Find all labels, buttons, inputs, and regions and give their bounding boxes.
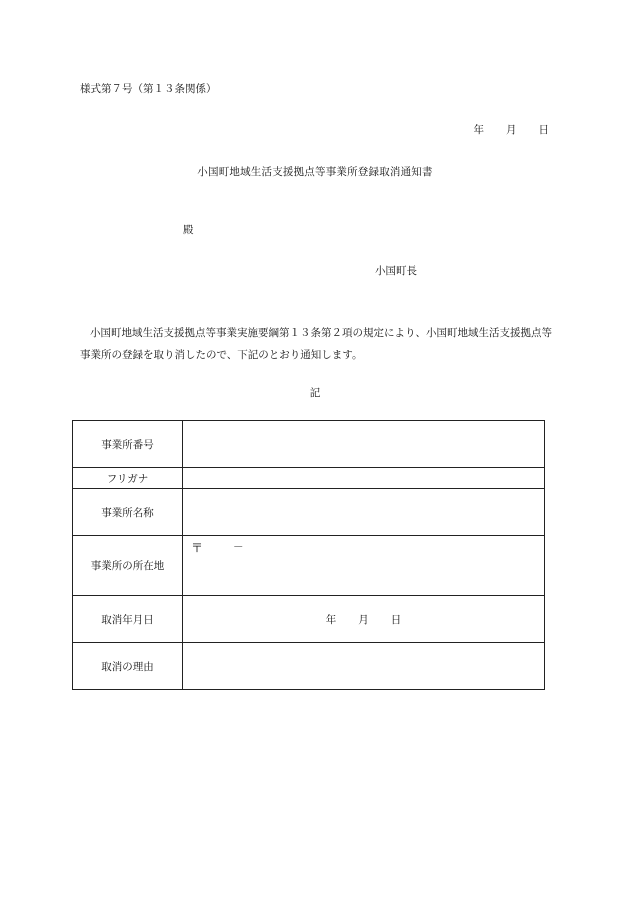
office-number-field[interactable]: [183, 421, 545, 468]
postal-code: [183, 536, 544, 556]
table-row-office-address: [73, 536, 545, 596]
office-address-field[interactable]: [183, 536, 545, 596]
table-row-furigana: [73, 468, 545, 489]
date-day: 日: [538, 124, 549, 136]
table-row-office-number: [73, 421, 545, 468]
postal-mark: 〒: [191, 541, 204, 555]
date-month: 月: [506, 124, 517, 136]
postal-dash: －: [233, 541, 244, 553]
office-address-label: 事業所の所在地: [73, 536, 183, 596]
date-line: [474, 122, 550, 137]
cancel-reason-field[interactable]: [183, 643, 545, 690]
cancel-date-label: 取消年月日: [73, 596, 183, 643]
table-row-cancel-date: [73, 596, 545, 643]
form-number: 様式第７号（第１３条関係）: [80, 83, 217, 95]
table-row-cancel-reason: [73, 643, 545, 690]
office-info-table: [72, 420, 545, 690]
furigana-field[interactable]: [183, 468, 545, 489]
ki-heading: 記: [309, 387, 321, 399]
furigana-label: フリガナ: [73, 468, 183, 489]
table-row-office-name: [73, 489, 545, 536]
cancel-date-month: 月: [358, 613, 369, 626]
addressee-suffix: 殿: [183, 224, 194, 236]
date-year: 年: [473, 124, 484, 136]
cancel-date-day: 日: [390, 613, 402, 626]
issuer: 小国町長: [375, 265, 417, 277]
office-name-field[interactable]: [183, 489, 545, 536]
cancel-reason-label: 取消の理由: [73, 643, 183, 690]
document-title: 小国町地域生活支援拠点等事業所登録取消通知書: [197, 166, 433, 178]
cancel-date-field[interactable]: [183, 596, 545, 643]
office-number-label: 事業所番号: [73, 421, 183, 468]
office-name-label: 事業所名称: [73, 489, 183, 536]
cancel-date-year: 年: [325, 613, 337, 626]
body-text: 小国町地域生活支援拠点等事業実施要綱第１３条第２項の規定により、小国町地域生活支援拠点等事業所の登録を取り消したので、下記のとおり通知します。: [80, 327, 552, 361]
